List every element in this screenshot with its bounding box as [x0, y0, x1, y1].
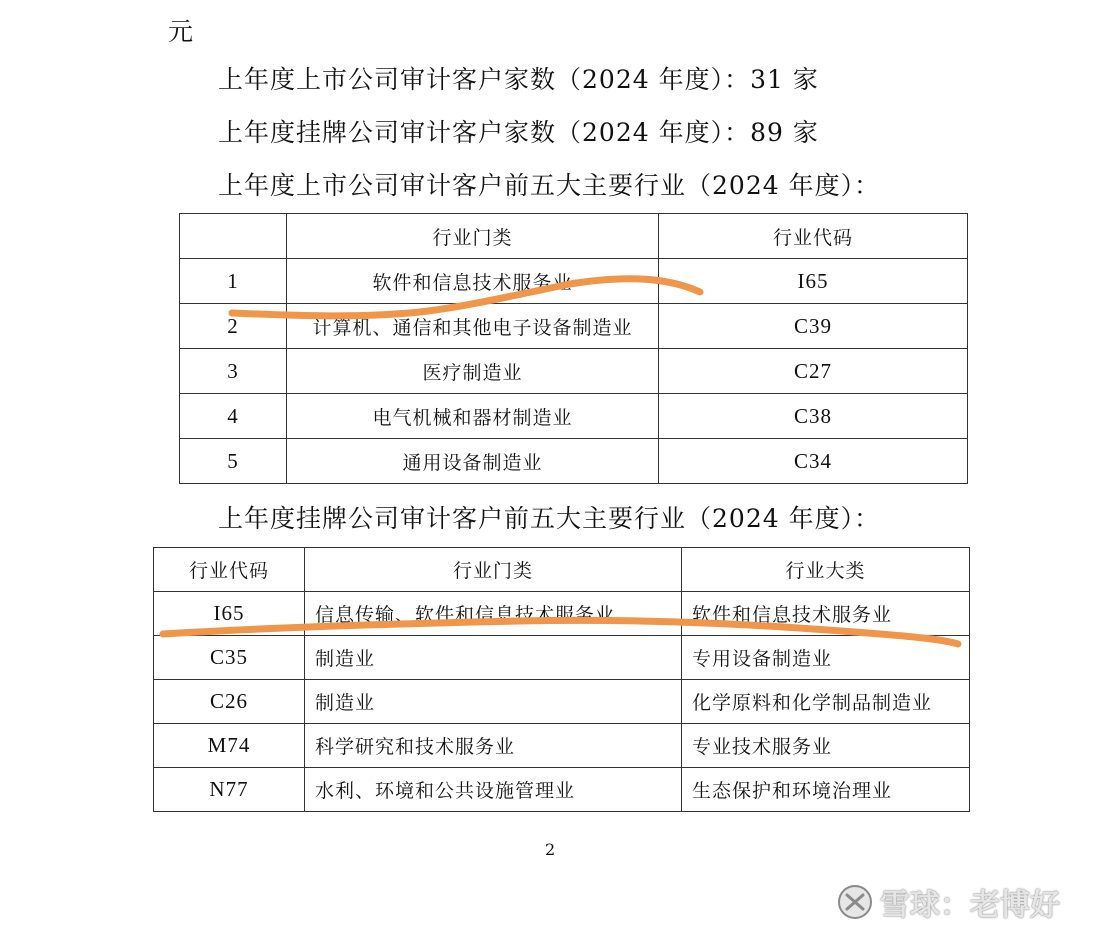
industry-code-cell: I65 [154, 592, 305, 636]
industry-category-cell: 水利、环境和公共设施管理业 [305, 768, 682, 812]
industry-code-cell: C35 [154, 636, 305, 680]
listed-client-count: 上年度上市公司审计客户家数（2024 年度）：31 家 [218, 65, 819, 94]
table-header-row [154, 548, 970, 592]
table-header-row [180, 214, 968, 259]
table-header-cell: 行业代码 [659, 214, 968, 259]
industry-category-cell: 电气机械和器材制造业 [287, 394, 659, 439]
industry-category-cell: 通用设备制造业 [287, 439, 659, 484]
industry-category-cell: 制造业 [305, 680, 682, 724]
rank-cell: 5 [180, 439, 287, 484]
industry-code-cell: I65 [659, 259, 968, 304]
table-row [154, 680, 970, 724]
industry-code-cell: C27 [659, 349, 968, 394]
industry-code-cell: M74 [154, 724, 305, 768]
industry-category-cell: 制造业 [305, 636, 682, 680]
table-row [180, 394, 968, 439]
quoted-top5-table [153, 547, 970, 812]
rank-cell: 1 [180, 259, 287, 304]
rank-cell: 2 [180, 304, 287, 349]
industry-category-cell: 科学研究和技术服务业 [305, 724, 682, 768]
industry-code-cell: C26 [154, 680, 305, 724]
listed-top5-heading: 上年度上市公司审计客户前五大主要行业（2024 年度）： [218, 171, 881, 200]
industry-code-cell: C39 [659, 304, 968, 349]
table-row [180, 349, 968, 394]
table-row [180, 304, 968, 349]
industry-category-cell: 信息传输、软件和信息技术服务业 [305, 592, 682, 636]
table-header-cell: 行业代码 [154, 548, 305, 592]
table-row [154, 592, 970, 636]
table-header-cell: 行业大类 [682, 548, 970, 592]
snowball-logo-icon [836, 883, 874, 921]
industry-major-class-cell: 专用设备制造业 [682, 636, 970, 680]
table-row [154, 636, 970, 680]
table-row [154, 768, 970, 812]
industry-major-class-cell: 软件和信息技术服务业 [682, 592, 970, 636]
page-number: 2 [545, 840, 556, 859]
table-header-cell: 行业门类 [287, 214, 659, 259]
industry-code-cell: C38 [659, 394, 968, 439]
industry-code-cell: N77 [154, 768, 305, 812]
rank-cell: 4 [180, 394, 287, 439]
leading-text: 元 [168, 17, 195, 46]
table-row [180, 439, 968, 484]
rank-cell: 3 [180, 349, 287, 394]
table-row [180, 259, 968, 304]
listed-top5-table [179, 213, 968, 484]
industry-major-class-cell: 化学原料和化学制品制造业 [682, 680, 970, 724]
watermark [836, 880, 1060, 924]
industry-major-class-cell: 生态保护和环境治理业 [682, 768, 970, 812]
watermark-text: 雪球：老博好 [880, 888, 1060, 923]
quoted-client-count: 上年度挂牌公司审计客户家数（2024 年度）：89 家 [218, 118, 819, 147]
industry-category-cell: 软件和信息技术服务业 [287, 259, 659, 304]
industry-category-cell: 医疗制造业 [287, 349, 659, 394]
table-row [154, 724, 970, 768]
quoted-top5-heading: 上年度挂牌公司审计客户前五大主要行业（2024 年度）： [218, 504, 881, 533]
table-header-cell [180, 214, 287, 259]
industry-major-class-cell: 专业技术服务业 [682, 724, 970, 768]
industry-category-cell: 计算机、通信和其他电子设备制造业 [287, 304, 659, 349]
industry-code-cell: C34 [659, 439, 968, 484]
table-header-cell: 行业门类 [305, 548, 682, 592]
